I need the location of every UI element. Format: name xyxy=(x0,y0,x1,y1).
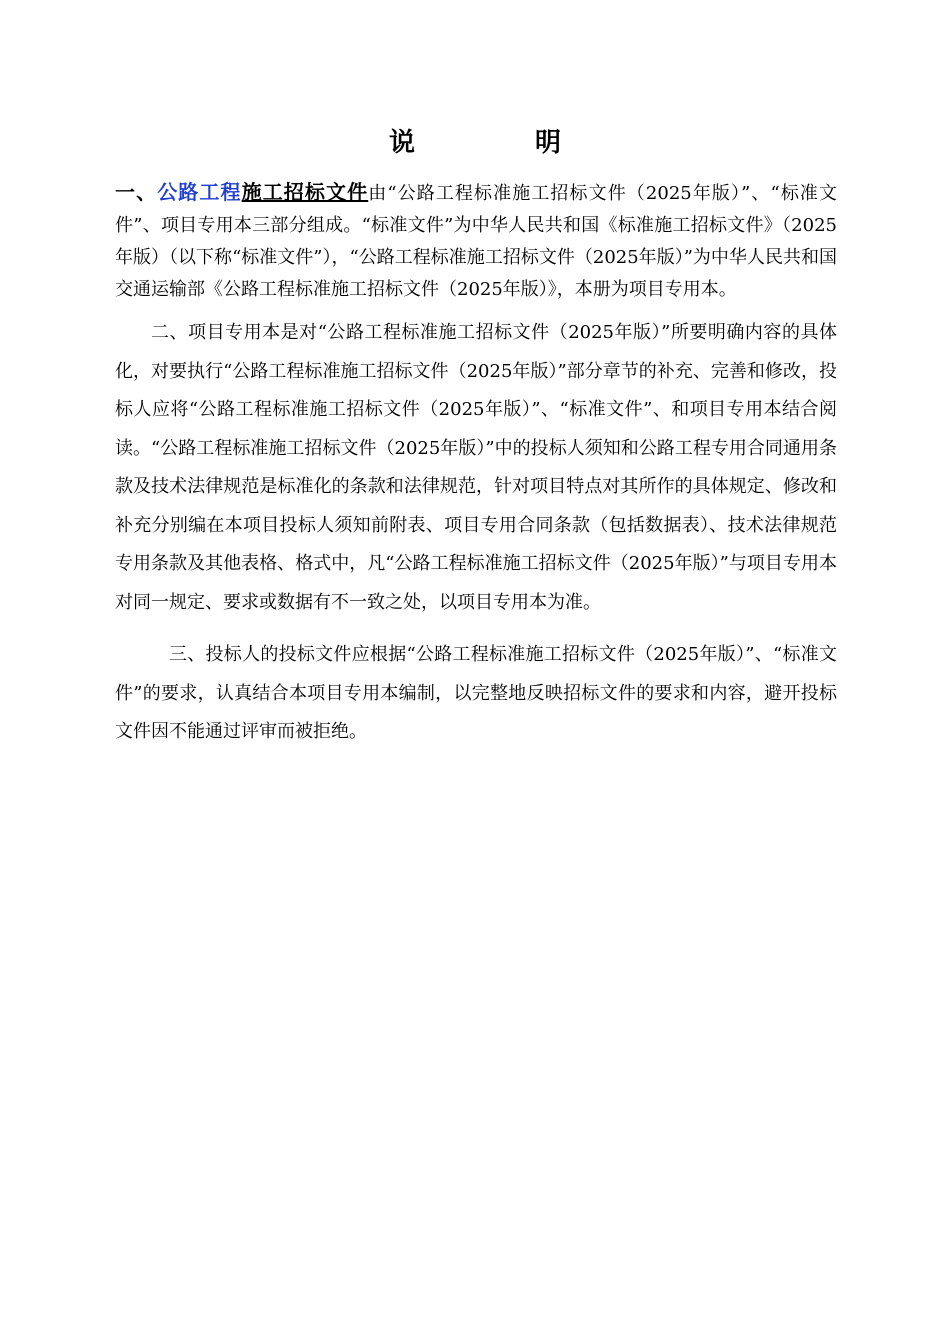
title-char-1: 说 xyxy=(388,128,415,158)
title-char-2: 明 xyxy=(535,128,562,158)
page-title xyxy=(0,122,950,159)
document-body xyxy=(115,176,837,752)
paragraph-1-underlined-highlight: 施工招标文件 xyxy=(241,180,369,204)
paragraph-1-blue-highlight: 公路工程 xyxy=(157,180,242,204)
paragraph-3: 三、投标人的投标文件应根据“公路工程标准施工招标文件（2025年版）”、“标准文件”的要求，认真结合本项目专用本编制，以完整地反映招标文件的要求和内容，避开投标文件因不能通过评审而被拒绝。 xyxy=(115,644,837,742)
paragraph-2: 二、项目专用本是对“公路工程标准施工招标文件（2025年版）”所要明确内容的具体化，对要执行“公路工程标准施工招标文件（2025年版）”部分章节的补充、完善和修改，投标人应将“公路工程标准施工招标文件（2025年版）”、“标准文件”、和项目专用本结合阅读。“公路工程标准施工招标文件（2025年版）”中的投标人须知和公路工程专用合同通用条款及技术法律规范是标准化的条款和法律规范，针对项目特点对其所作的具体规定、修改和补充分别编在本项目投标人须知前附表、项目专用合同条款（包括数据表）、技术法律规范专用条款及其他表格、格式中，凡“公路工程标准施工招标文件（2025年版）”与项目专用本对同一规定、要求或数据有不一致之处，以项目专用本为准。 xyxy=(115,322,837,613)
paragraph-1-text: 由“公路工程标准施工招标文件（2025年版）”、“标准文件”、项目专用本三部分组成。“标准文件”为中华人民共和国《标准施工招标文件》（2025年版）（以下称“标准文件”），“公路工程标准施工招标文件（2025年版）”为中华人民共和国交通运输部《公路工程标准施工招标文件（2025年版）》，本册为项目专用本。 xyxy=(115,183,838,300)
paragraph-1 xyxy=(115,176,837,306)
paragraph-1-number: 一、 xyxy=(115,180,158,204)
